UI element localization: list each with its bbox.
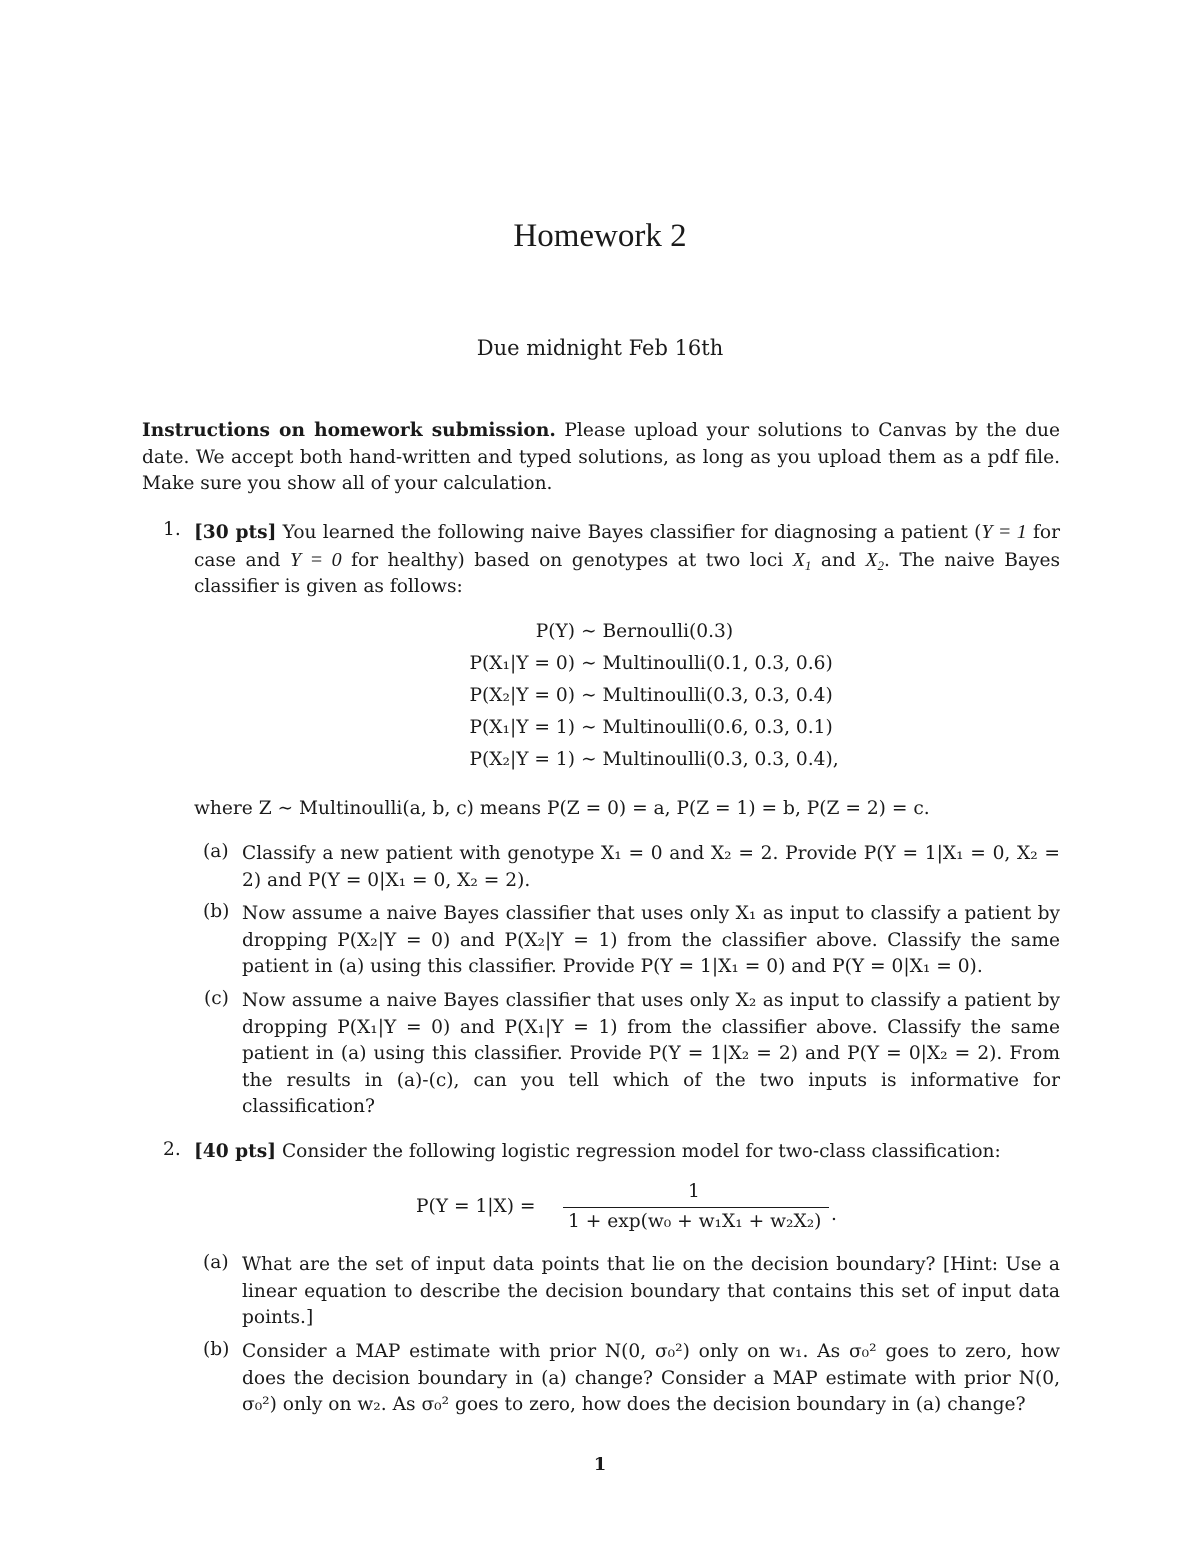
q2-eq-lhs: P(Y = 1|X) = (416, 1196, 536, 1217)
q1-intro-b: for case and (194, 522, 1060, 571)
q2-eq-denominator: 1 + exp(w₀ + w₁X₁ + w₂X₂) (568, 1211, 822, 1232)
q2-number: 2. (163, 1139, 181, 1160)
q1b-text: Now assume a naive Bayes classifier that uses only X₁ as input to classify a patient by dropping P(X₂|Y = 0) and P(X₂|Y = 1) from the classifier above. Classify the same patient in (a) using this classifier. Provide P(Y = 1|X₁ = 0) and P(Y = 0|X₁ = 0). (242, 903, 1060, 977)
q2-eq-numerator: 1 (688, 1181, 700, 1202)
eq-lhs: P(X₁|Y = 1) (469, 717, 575, 738)
q2-points: [40 pts] (194, 1141, 277, 1162)
q1c-text: Now assume a naive Bayes classifier that uses only X₂ as input to classify a patient by dropping P(X₁|Y = 0) and P(X₁|Y = 1) from the classifier above. Classify the same patient in (a) using this classifier. Provide P(Y = 1|X₂ = 2) and P(Y = 0|X₂ = 2). From the results in (a)-(c), can you tell which of the two inputs is informative for classification? (242, 990, 1060, 1117)
eq-rhs: ∼ Multinoulli(0.1, 0.3, 0.6) (581, 653, 833, 674)
q2b-label: (b) (203, 1339, 230, 1360)
q1-intro-d: and (820, 549, 856, 571)
eq-lhs: P(Y) (535, 621, 575, 642)
q1-where: where Z ∼ Multinoulli(a, b, c) means P(Z = 0) = a, P(Z = 1) = b, P(Z = 2) = c. (194, 798, 930, 819)
page-title: Homework 2 (513, 218, 687, 254)
eq-lhs: P(X₂|Y = 0) (469, 685, 575, 706)
eq-rhs: ∼ Multinoulli(0.3, 0.3, 0.4), (581, 749, 839, 770)
page-number: 1 (593, 1454, 607, 1475)
q1-y0: Y = 0 (289, 548, 342, 571)
q1a-text: Classify a new patient with genotype X₁ = 0 and X₂ = 2. Provide P(Y = 1|X₁ = 0, X₂ = 2) and P(Y = 0|X₁ = 0, X₂ = 2). (242, 843, 1060, 891)
eq-lhs: P(X₂|Y = 1) (469, 749, 575, 770)
instructions-paragraph (142, 418, 1060, 498)
q1-intro-c: for healthy) based on genotypes at two loci (351, 549, 784, 571)
eq-rhs: ∼ Multinoulli(0.6, 0.3, 0.1) (581, 717, 833, 738)
eq-rhs: ∼ Bernoulli(0.3) (581, 621, 734, 642)
q1-x1: $X_1$ (792, 548, 812, 573)
q2a-label: (a) (203, 1252, 229, 1273)
q2-eq-end: . (831, 1204, 837, 1225)
q1-points: [30 pts] (194, 522, 277, 543)
fraction-bar (563, 1207, 829, 1208)
eq-rhs: ∼ Multinoulli(0.3, 0.3, 0.4) (581, 685, 833, 706)
q2-intro-text: Consider the following logistic regression model for two-class classification: (281, 1141, 1001, 1162)
q1-x2: $X_2$ (865, 548, 885, 573)
q1-number: 1. (163, 519, 181, 540)
q1c-label: (c) (204, 988, 229, 1009)
instructions-body: Please upload your solutions to Canvas by the due date. We accept both hand-written and typed solutions, as long as you upload them as a pdf file. Make sure you show all of your calculation. (142, 420, 1060, 494)
q1-intro (194, 519, 1060, 601)
q1-y1: Y = 1 (981, 521, 1027, 543)
q2-intro (194, 1139, 1060, 1166)
q1-intro-a: You learned the following naive Bayes classifier for diagnosing a patient ( (282, 522, 982, 543)
eq-lhs: P(X₁|Y = 0) (469, 653, 575, 674)
q1b-label: (b) (203, 901, 230, 922)
due-date: Due midnight Feb 16th (476, 336, 724, 360)
q2b-text: Consider a MAP estimate with prior N(0, σ₀²) only on w₁. As σ₀² goes to zero, how does the decision boundary in (a) change? Consider a MAP estimate with prior N(0, σ₀²) only on w₂. As σ₀² goes to zero, how does the decision boundary in (a) change? (242, 1341, 1060, 1415)
q1a-label: (a) (203, 841, 229, 862)
q1-intro-e: . The naive Bayes classifier is given as follows: (194, 549, 1061, 597)
q2a-text: What are the set of input data points that lie on the decision boundary? [Hint: Use a linear equation to describe the decision boundary that contains this set of input data points.] (242, 1254, 1060, 1328)
instructions-heading: Instructions on homework submission. (142, 420, 556, 441)
